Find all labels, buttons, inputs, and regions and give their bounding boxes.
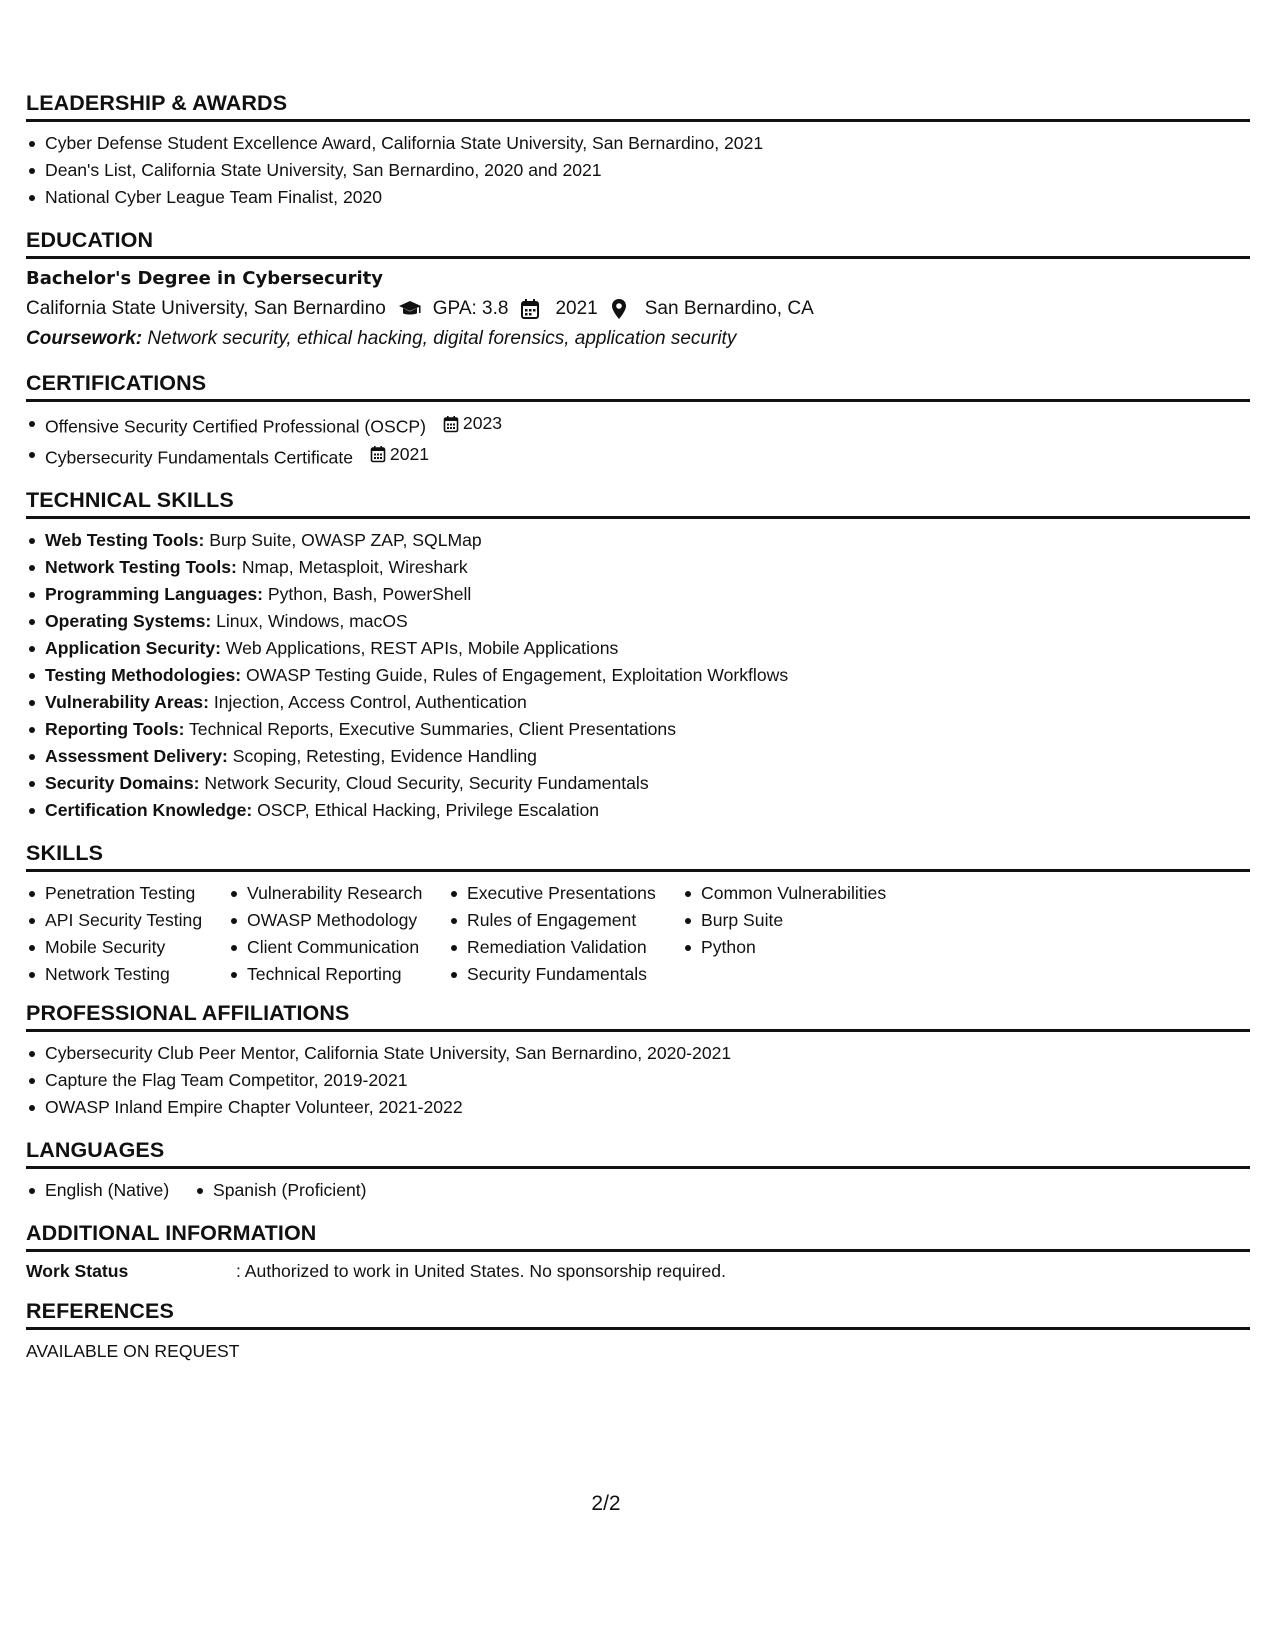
list-item: National Cyber League Team Finalist, 2020 <box>26 184 1250 211</box>
list-item: Spanish (Proficient) <box>194 1177 367 1204</box>
section-title-technical-skills: TECHNICAL SKILLS <box>26 487 1250 519</box>
skill-label: Security Domains: <box>45 773 200 793</box>
list-item: Remediation Validation <box>448 934 682 961</box>
list-item <box>26 797 1250 824</box>
skill-value: Burp Suite, OWASP ZAP, SQLMap <box>209 530 482 550</box>
skills-column <box>682 880 942 988</box>
skills-column <box>228 880 448 988</box>
skill-label: Testing Methodologies: <box>45 665 242 685</box>
list-item <box>26 662 1250 689</box>
certifications-list <box>26 410 1250 471</box>
list-item <box>26 635 1250 662</box>
languages-section <box>26 1137 1250 1204</box>
school-location: San Bernardino, CA <box>644 298 814 319</box>
section-title-leadership: LEADERSHIP & AWARDS <box>26 90 1250 122</box>
degree-title: Bachelor's Degree in Cybersecurity <box>26 268 384 289</box>
list-item: Mobile Security <box>26 934 228 961</box>
list-item: Vulnerability Research <box>228 880 448 907</box>
skill-value: Python, Bash, PowerShell <box>267 584 472 604</box>
skill-value: Scoping, Retesting, Evidence Handling <box>232 746 537 766</box>
education-section <box>26 227 1250 354</box>
list-item: Python <box>682 934 942 961</box>
skills-section <box>26 840 1250 988</box>
skill-label: Operating Systems: <box>45 611 212 631</box>
skills-column <box>448 880 682 988</box>
list-item <box>26 581 1250 608</box>
list-item: Technical Reporting <box>228 961 448 988</box>
graduation-year: 2021 <box>555 298 598 319</box>
resume-page <box>26 90 1250 1381</box>
certification-year: 2021 <box>389 443 430 464</box>
education-details <box>26 293 1250 324</box>
list-item: OWASP Inland Empire Chapter Volunteer, 2021-2022 <box>26 1094 1250 1121</box>
list-item <box>26 527 1250 554</box>
list-item: Cybersecurity Club Peer Mentor, California State University, San Bernardino, 2020-2021 <box>26 1040 1250 1067</box>
list-item: Rules of Engagement <box>448 907 682 934</box>
languages-list <box>26 1177 194 1204</box>
skill-label: Programming Languages: <box>45 584 263 604</box>
skill-label: Reporting Tools: <box>45 719 185 739</box>
list-item: Penetration Testing <box>26 880 228 907</box>
languages-row <box>26 1177 1250 1204</box>
section-title-languages: LANGUAGES <box>26 1137 1250 1169</box>
calendar-icon <box>520 298 542 320</box>
list-item <box>26 743 1250 770</box>
coursework-label: Coursework: <box>26 328 143 349</box>
skill-value: OSCP, Ethical Hacking, Privilege Escalation <box>257 800 600 820</box>
location-pin-icon <box>610 298 632 320</box>
list-item: Client Communication <box>228 934 448 961</box>
gpa: GPA: 3.8 <box>432 298 509 319</box>
list-item: Dean's List, California State University, San Bernardino, 2020 and 2021 <box>26 157 1250 184</box>
list-item: Executive Presentations <box>448 880 682 907</box>
references-text: AVAILABLE ON REQUEST <box>26 1341 240 1361</box>
leadership-section <box>26 90 1250 211</box>
references-section <box>26 1298 1250 1365</box>
certification-date <box>370 441 429 468</box>
list-item: Cyber Defense Student Excellence Award, California State University, San Bernardino, 2021 <box>26 130 1250 157</box>
list-item <box>26 770 1250 797</box>
school-name: California State University, San Bernardino <box>26 298 386 319</box>
list-item: Security Fundamentals <box>448 961 682 988</box>
affiliations-section <box>26 1000 1250 1121</box>
skill-label: Assessment Delivery: <box>45 746 228 766</box>
technical-skills-list <box>26 527 1250 824</box>
certification-date <box>443 410 502 437</box>
coursework <box>26 324 1250 354</box>
skill-label: Application Security: <box>45 638 221 658</box>
skill-label: Web Testing Tools: <box>45 530 205 550</box>
list-item: Burp Suite <box>682 907 942 934</box>
work-status-value: : Authorized to work in United States. No sponsorship required. <box>236 1261 726 1281</box>
skill-value: Technical Reports, Executive Summaries, Client Presentations <box>189 719 676 739</box>
list-item <box>26 689 1250 716</box>
list-item <box>26 441 1250 472</box>
calendar-icon <box>443 415 459 433</box>
list-item <box>26 554 1250 581</box>
calendar-icon <box>370 445 386 463</box>
graduation-cap-icon <box>398 298 420 320</box>
skill-value: Linux, Windows, macOS <box>216 611 408 631</box>
list-item: API Security Testing <box>26 907 228 934</box>
work-status-label: Work Status <box>26 1261 129 1281</box>
skill-value: Web Applications, REST APIs, Mobile Applications <box>225 638 619 658</box>
technical-skills-section <box>26 487 1250 824</box>
coursework-text: Network security, ethical hacking, digital forensics, application security <box>147 328 737 349</box>
list-item <box>26 608 1250 635</box>
section-title-education: EDUCATION <box>26 227 1250 259</box>
list-item <box>26 410 1250 441</box>
skill-label: Network Testing Tools: <box>45 557 237 577</box>
section-title-certifications: CERTIFICATIONS <box>26 370 1250 402</box>
list-item: Capture the Flag Team Competitor, 2019-2021 <box>26 1067 1250 1094</box>
work-status-row <box>26 1258 1250 1285</box>
certification-name: Offensive Security Certified Professional (OSCP) <box>45 416 427 437</box>
section-title-affiliations: PROFESSIONAL AFFILIATIONS <box>26 1000 1250 1032</box>
list-item: English (Native) <box>26 1177 194 1204</box>
page-number: 2/2 <box>591 1492 621 1515</box>
list-item: Network Testing <box>26 961 228 988</box>
skill-value: Nmap, Metasploit, Wireshark <box>241 557 468 577</box>
list-item <box>26 716 1250 743</box>
skill-label: Vulnerability Areas: <box>45 692 209 712</box>
certifications-section <box>26 370 1250 471</box>
skill-value: Injection, Access Control, Authentication <box>213 692 527 712</box>
leadership-list <box>26 130 1250 211</box>
list-item: Common Vulnerabilities <box>682 880 942 907</box>
skill-value: Network Security, Cloud Security, Security Fundamentals <box>204 773 649 793</box>
list-item: OWASP Methodology <box>228 907 448 934</box>
certification-year: 2023 <box>462 413 503 433</box>
section-title-additional-info: ADDITIONAL INFORMATION <box>26 1220 1250 1252</box>
section-title-references: REFERENCES <box>26 1298 1250 1330</box>
additional-info-section <box>26 1220 1250 1285</box>
affiliations-list <box>26 1040 1250 1121</box>
skills-column <box>26 880 228 988</box>
certification-name: Cybersecurity Fundamentals Certificate <box>45 447 354 467</box>
skills-grid <box>26 880 1250 988</box>
section-title-skills: SKILLS <box>26 840 1250 872</box>
skill-label: Certification Knowledge: <box>45 800 253 820</box>
languages-list <box>194 1177 367 1204</box>
skill-value: OWASP Testing Guide, Rules of Engagement, Exploitation Workflows <box>246 665 789 685</box>
